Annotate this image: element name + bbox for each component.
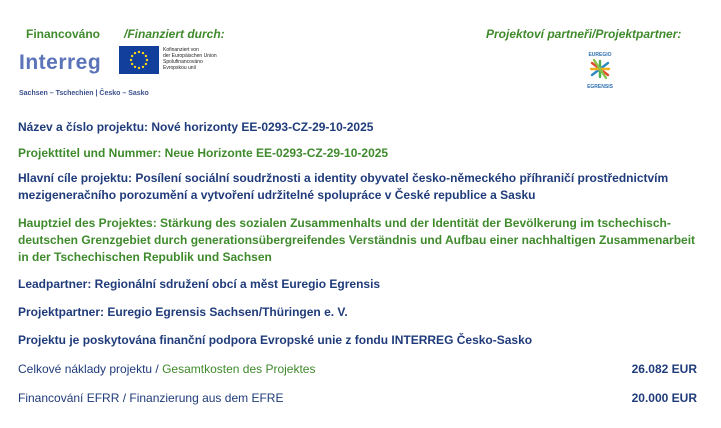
euregio-emblem-icon — [578, 47, 622, 91]
funded-de-label: /Finanziert durch: — [124, 27, 225, 41]
eu-caption-line: Spolufinancováno — [163, 59, 203, 65]
project-name-de: Projekttitel und Nummer: Neue Horizonte EE-0293-CZ-29-10-2025 — [18, 146, 389, 160]
total-cost-label-cz: Celkové náklady projektu / — [18, 362, 163, 376]
total-cost-value: 26.082 EUR — [631, 362, 697, 376]
program-region-caption: Sachsen – Tschechien | Česko – Sasko — [19, 90, 149, 97]
efre-value: 20.000 EUR — [631, 391, 697, 405]
eu-caption-line: Evropskou unií — [163, 65, 197, 71]
eu-flag-icon — [119, 46, 159, 74]
total-cost-label-de: Gesamtkosten des Projektes — [162, 362, 316, 376]
main-goal-cz: Hlavní cíle projektu: Posílení sociální soudržnosti a identity obyvatel česko-německého příhraničí prostřednictvím mezigeneračního porozumění a vytvoření udržitelné spolupráce v České republice a Sasku — [18, 171, 669, 202]
eu-caption-line: der Europäischen Union — [163, 53, 217, 59]
project-name-cz: Název a číslo projektu: Nové horizonty EE-0293-CZ-29-10-2025 — [18, 120, 374, 134]
total-cost-label — [18, 361, 315, 378]
euregio-egrensis-logo — [578, 47, 622, 91]
lead-partner: Leadpartner: Regionální sdružení obcí a měst Euregio Egrensis — [18, 277, 381, 291]
eu-stars — [130, 51, 148, 69]
eu-cofunding-logo — [119, 46, 217, 74]
svg-text:EGRENSIS: EGRENSIS — [587, 84, 613, 90]
eu-caption-line: Kofinanziert von — [163, 47, 199, 53]
interreg-logo: Interreg — [19, 51, 102, 74]
partners-label: Projektoví partneři/Projektpartner: — [486, 27, 682, 41]
main-goal-de: Hauptziel des Projektes: Stärkung des sozialen Zusammenhalts und der Identität der Bevölkerung im tschechisch-deutschen Grenzgebiet durch generationsübergreifendes Verständnis und Aufbau einer nachhaltigen Zusammenarbeit in der Tschechischen Republik und Sachsen — [18, 216, 696, 264]
svg-text:EUREGIO: EUREGIO — [588, 52, 612, 58]
efre-label: Financování EFRR / Finanzierung aus dem EFRE — [18, 391, 284, 405]
project-partner: Projektpartner: Euregio Egrensis Sachsen/Thüringen e. V. — [18, 305, 348, 319]
funded-cz-label: Financováno — [26, 27, 101, 41]
funding-note: Projektu je poskytována finanční podpora Evropské unie z fondu INTERREG Česko-Sasko — [18, 333, 533, 347]
